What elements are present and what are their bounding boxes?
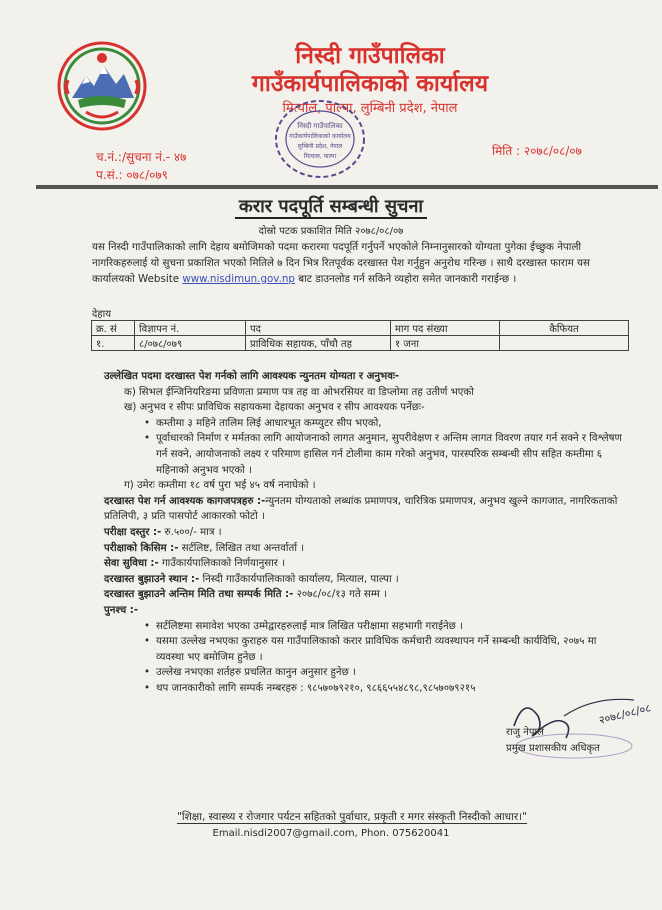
municipality-name: निस्दी गाउँपालिका: [295, 43, 445, 69]
notice-title: करार पदपूर्ति सम्बन्धी सुचना: [0, 194, 662, 218]
qualification-b: ख) अनुभव र सीपः प्राविधिक सहायकमा देहायका अनुभव र सीप आवश्यक पर्नेछः-: [124, 402, 425, 414]
experience-item-1: • कम्तीमा ३ महिने तालिम लिई आधारभूत कम्प्युटर सीप भएको,: [144, 417, 382, 429]
detail-label: देहाय: [92, 309, 112, 320]
submission-place: दरखास्त बुझाउने स्थान :- निस्दी गाउँकार्यपालिकाको कार्यालय, मित्याल, पाल्पा ।: [104, 573, 399, 585]
publication-date: दोस्रो पटक प्रकाशित मिति २०७८/०८/०७: [258, 226, 404, 237]
svg-text:मित्याल, पाल्पा: मित्याल, पाल्पा: [303, 153, 337, 160]
col-serial: क्र. सं: [92, 321, 135, 336]
submission-deadline: दरखास्त बुझाउने अन्तिम मिति तथा सम्पर्क मिति :- २०७८/०८/१३ गते सम्म ।: [104, 589, 387, 601]
table-header-row: [92, 321, 629, 336]
issue-date: मिति : २०७८/०८/०७: [492, 144, 582, 158]
signatory-name: राजु नेपाल: [506, 727, 544, 738]
nepal-emblem-icon: [56, 40, 148, 132]
qualification-a: क) सिभल ईन्जिनियरिङमा प्रविणता प्रमाण पत्र तह वा ओभरसियर वा डिप्लोमा तह उतीर्ण भएको: [124, 386, 474, 398]
note-item-3: • उल्लेख नभएका शर्तहरु प्रचलित कानुन अनुसार हुनेछ ।: [144, 667, 356, 679]
notice-body: [104, 369, 624, 696]
contact-line: Email.nisdi2007@gmail.com, Phon. 075620041: [212, 828, 450, 839]
signatory-designation: प्रमुख प्रशासकीय अधिकृत: [506, 743, 600, 754]
notes-label: पुनश्च :-: [104, 604, 139, 616]
svg-text:लुम्बिनी प्रदेश, नेपाल: लुम्बिनी प्रदेश, नेपाल: [297, 143, 343, 150]
qualification-heading: उल्लेखित पदमा दरखास्त पेश गर्नको लागि आवश्यक न्युनतम योग्यता र अनुभवः-: [104, 371, 400, 382]
note-item-1: • सर्टलिष्टमा समावेश भएका उम्मेद्वारहरुलाई मात्र लिखित परीक्षामा सहभागी गराईनेछ ।: [144, 620, 463, 632]
intro-paragraph: यस निस्दी गाउँपालिकाको लागि देहाय बमोजिमको पदमा करारमा पदपूर्ति गर्नुपर्ने भएकोले निम्नानुसारको योग्यता पुगेका ईच्छुक नेपाली नागरिकहरुलाई यो सुचना प्रकाशित भएको मितिले ७ दिन भित्र रितपूर्वक दरखास्त पेश गर्नुहुन अनुरोध गरिन्छ । साथै दरखास्त फाराम यस कार्यालयको Website www.nisdimun.gov.np बाट डाउनलोड गर्न सकिने व्यहोरा समेत जानकारी गराईन्छ ।: [92, 241, 590, 285]
website-link[interactable]: www.nisdimun.gov.np: [182, 273, 295, 285]
note-item-4: • थप जानकारीको लागि सम्पर्क नम्बरहरु : ९८५७०७९२१०, ९८६६५५४८९८,९८५७०७९२१५: [144, 682, 476, 694]
office-name: गाउँकार्यपालिकाको कार्यालय: [251, 71, 489, 97]
service-benefit: सेवा सुविधा :- गाउँकार्यपालिकाको निर्णयानुसार ।: [104, 558, 286, 570]
office-address: मित्याल, पाल्पा, लुम्बिनी प्रदेश, नेपाल: [282, 101, 458, 116]
col-post: पद: [246, 321, 391, 336]
col-ad-number: विज्ञापन नं.: [135, 321, 246, 336]
header-divider: [36, 185, 658, 189]
reference-numbers: [96, 148, 186, 184]
signature-block: [506, 725, 600, 757]
note-item-2: • यसमा उल्लेख नभएका कुराहरु यस गाउँपालिकाको करार प्राविधिक कर्मचारी व्यवस्थापन गर्ने सम्बन्धी कार्यविधि, २०७५ मा व्यवस्था भए बमोजिम हुनेछ ।: [144, 636, 597, 663]
qualification-c: ग) उमेरः कम्तीमा १८ वर्ष पुरा भई ४५ वर्ष ननाघेको ।: [124, 480, 316, 492]
office-seal-stamp: [270, 96, 370, 182]
svg-text:गाउँकार्यपालिकाको कार्यालय: गाउँकार्यपालिकाको कार्यालय: [289, 133, 351, 140]
municipality-motto: "शिक्षा, स्वास्थ्य र रोजगार पर्यटन सहितको पुर्वाधार, प्रकृती र मगर संस्कृती निस्दीको आधार।": [177, 811, 527, 823]
office-header: [190, 42, 550, 118]
col-count: माग पद संख्या: [391, 321, 500, 336]
required-documents: दरखास्त पेश गर्न आवश्यक कागजपत्रहरु :-न्युनतम योग्यताको लब्धांक प्रमाणपत्र, चारित्रिक प्रमाणपत्र, अनुभव खुल्ने कागजात, नागरिकताको प्रतिलिपी, ३ प्रति पासपोर्ट आकारको फोटो ।: [104, 495, 618, 523]
experience-item-2: • पूर्वाधारको निर्माण र मर्मतका लागि आयोजनाको लागत अनुमान, सुपरीवेक्षण र अन्तिम लागत विवरण तयार गर्न सक्ने र विश्लेषण गर्न सक्ने, आयोजनाको लक्ष्य र परिमाण हासिल गर्न टोलीमा काम गरेको अनुभव, पारस्परिक सम्बन्धी सीप सहित कम्तीमा ६ महिनाको अनुभव भएको ।: [144, 433, 622, 476]
vacancy-table: [91, 320, 629, 351]
svg-text:२०७८/०८/०८: २०७८/०८/०८: [597, 701, 653, 727]
col-remarks: कैफियत: [500, 321, 629, 336]
table-row: १. ८/०७८/०७९ प्राविधिक सहायक, पाँचौ तह १ जना: [92, 336, 629, 351]
exam-type: परीक्षाको किसिम :- सर्टलिष्ट, लिखित तथा अन्तर्वार्ता ।: [104, 542, 305, 554]
exam-fee: परीक्षा दस्तुर :- रु.५००/- मात्र ।: [104, 526, 222, 538]
dispatch-number: च.नं.:/सुचना नं.- ४७: [96, 150, 187, 164]
svg-text:निस्दी गाउँपालिका: निस्दी गाउँपालिका: [297, 122, 343, 130]
letter-number: प.सं.: ०७८/०७९: [96, 168, 168, 182]
